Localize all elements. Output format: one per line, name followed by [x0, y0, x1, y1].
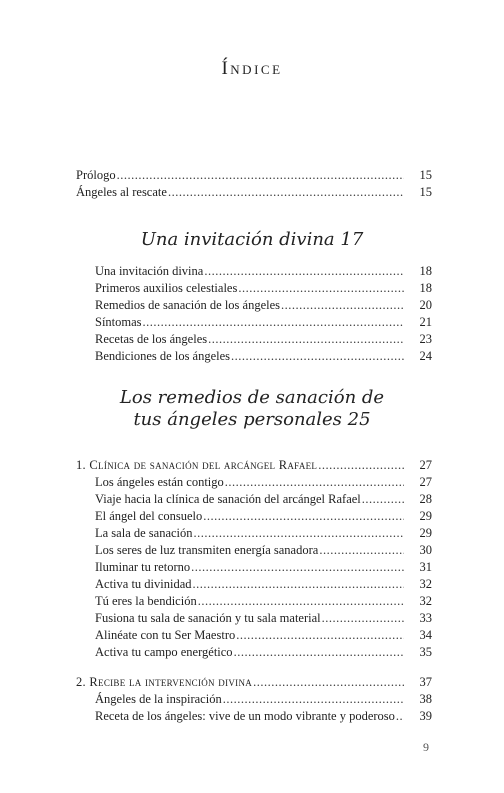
- toc-entry-label: Iluminar tu retorno: [95, 560, 191, 574]
- dot-leader: [318, 457, 404, 474]
- toc-entry-page: 30: [419, 543, 432, 557]
- dot-leader: [362, 491, 404, 508]
- toc-entry-label: Síntomas: [95, 315, 142, 329]
- dot-leader: [322, 610, 404, 627]
- toc-entry[interactable]: [95, 593, 432, 610]
- toc-entry[interactable]: [95, 263, 432, 280]
- toc-entry-label: Receta de los ángeles: vive de un modo vibrante y poderoso: [95, 709, 395, 723]
- dot-leader: [319, 542, 404, 559]
- toc-entry-label: Ángeles de la inspiración: [95, 692, 222, 706]
- chapter-label: 2. Recibe la intervención divina: [76, 675, 253, 689]
- toc-entry-page: 18: [419, 281, 432, 295]
- section-title: Una invitación divina 17: [140, 229, 364, 250]
- toc-entry-page: 32: [419, 594, 432, 608]
- toc-entry[interactable]: [95, 559, 432, 576]
- dot-leader: [223, 691, 404, 708]
- toc-entry-page: 20: [419, 298, 432, 312]
- dot-leader: [117, 167, 404, 184]
- toc-entry-label: Remedios de sanación de los ángeles: [95, 298, 281, 312]
- toc-entry-label: La sala de sanación: [95, 526, 193, 540]
- dot-leader: [194, 525, 404, 542]
- toc-entry-page: 39: [419, 709, 432, 723]
- section-title-line2: tus ángeles personales 25: [133, 409, 371, 430]
- toc-entry[interactable]: [95, 280, 432, 297]
- chapter-entry[interactable]: [76, 674, 432, 691]
- toc-entry[interactable]: [95, 297, 432, 314]
- toc-entry-label: Una invitación divina: [95, 264, 204, 278]
- section-title-line1: Los remedios de sanación de: [119, 387, 385, 408]
- toc-entry[interactable]: [95, 348, 432, 365]
- toc-entry-label: Los ángeles están contigo: [95, 475, 224, 489]
- toc-entry-label: Activa tu divinidad: [95, 577, 192, 591]
- toc-entry-label: Activa tu campo energético: [95, 645, 233, 659]
- chapter-page: 27: [419, 458, 432, 472]
- toc-entry[interactable]: [95, 508, 432, 525]
- toc-entry-page: 21: [419, 315, 432, 329]
- toc-entry-page: 27: [419, 475, 432, 489]
- toc-entry-label: Primeros auxilios celestiales: [95, 281, 238, 295]
- chapter-page: 37: [419, 675, 432, 689]
- toc-entry[interactable]: [95, 474, 432, 491]
- toc-entry-label: Alinéate con tu Ser Maestro: [95, 628, 236, 642]
- toc-entry-label: Bendiciones de los ángeles: [95, 349, 231, 363]
- toc-entry-page: 15: [419, 185, 432, 199]
- toc-entry[interactable]: [95, 542, 432, 559]
- toc-entry[interactable]: [95, 491, 432, 508]
- dot-leader: [168, 184, 404, 201]
- toc-entry[interactable]: [76, 184, 432, 201]
- page-number: 9: [423, 740, 429, 754]
- toc-entry-page: 15: [419, 168, 432, 182]
- toc-entry[interactable]: [76, 167, 432, 184]
- toc-entry[interactable]: [95, 331, 432, 348]
- dot-leader: [198, 593, 404, 610]
- toc-entry[interactable]: [95, 627, 432, 644]
- toc-entry[interactable]: [95, 691, 432, 708]
- dot-leader: [143, 314, 404, 331]
- toc-entry-label: Prólogo: [76, 168, 116, 182]
- chapter-label: 1. Clínica de sanación del arcángel Rafael: [76, 458, 318, 472]
- dot-leader: [193, 576, 404, 593]
- toc-entry-page: 32: [419, 577, 432, 591]
- toc-entry-page: 18: [419, 264, 432, 278]
- dot-leader: [208, 331, 404, 348]
- dot-leader: [203, 508, 404, 525]
- toc-entry[interactable]: [95, 576, 432, 593]
- toc-entry-label: Viaje hacia la clínica de sanación del arcángel Rafael: [95, 492, 361, 506]
- toc-entry-page: 29: [419, 509, 432, 523]
- dot-leader: [396, 708, 404, 725]
- dot-leader: [231, 348, 404, 365]
- dot-leader: [234, 644, 404, 661]
- toc-entry-page: 23: [419, 332, 432, 346]
- toc-entry-label: Ángeles al rescate: [76, 185, 167, 199]
- toc-entry-label: Fusiona tu sala de sanación y tu sala material: [95, 611, 321, 625]
- dot-leader: [281, 297, 404, 314]
- toc-entry-page: 38: [419, 692, 432, 706]
- toc-entry[interactable]: [95, 644, 432, 661]
- chapter-entry[interactable]: [76, 457, 432, 474]
- toc-entry[interactable]: [95, 314, 432, 331]
- dot-leader: [238, 280, 404, 297]
- dot-leader: [191, 559, 404, 576]
- toc-entry-label: Recetas de los ángeles: [95, 332, 208, 346]
- dot-leader: [236, 627, 404, 644]
- page-title: Índice: [221, 58, 283, 79]
- toc-entry-page: 35: [419, 645, 432, 659]
- toc-entry[interactable]: [95, 610, 432, 627]
- toc-entry-page: 29: [419, 526, 432, 540]
- toc-entry-page: 34: [419, 628, 432, 642]
- dot-leader: [204, 263, 404, 280]
- toc-entry-page: 33: [419, 611, 432, 625]
- toc-entry-label: El ángel del consuelo: [95, 509, 203, 523]
- toc-entry-page: 24: [419, 349, 432, 363]
- toc-entry[interactable]: [95, 525, 432, 542]
- toc-entry-page: 31: [419, 560, 432, 574]
- toc-entry-label: Los seres de luz transmiten energía sanadora: [95, 543, 319, 557]
- dot-leader: [225, 474, 404, 491]
- dot-leader: [253, 674, 404, 691]
- toc-entry[interactable]: [95, 708, 432, 725]
- toc-entry-page: 28: [419, 492, 432, 506]
- toc-entry-label: Tú eres la bendición: [95, 594, 197, 608]
